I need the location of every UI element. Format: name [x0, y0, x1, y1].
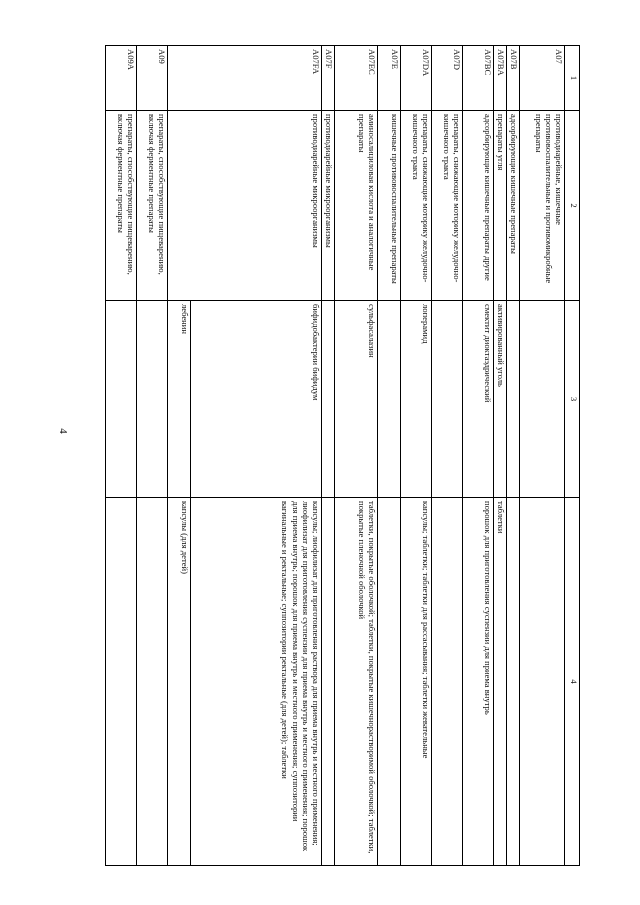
- dosage-forms: порошок для приготовления суспензии для приема внутрь: [463, 498, 494, 866]
- group-name: кишечные противовоспалительные препараты: [378, 111, 401, 301]
- drug-name: [137, 301, 168, 498]
- drug-name-secondary: лебенин: [180, 301, 191, 497]
- dosage-forms: капсулы; лиофилизат для приготовления раствора для приема внутрь и местного применения; лиофилизат для приготовления суспензии для приема внутрь и местного применения; порошок для приема внутрь; порошок для приема внутрь и местного применения; суппозитории вагинальные и ректальные; суппозитории ректальные (для детей); таблетки: [280, 501, 321, 852]
- dosage-forms: [432, 498, 463, 866]
- drug-name: [322, 301, 335, 498]
- atc-code: A07D: [432, 46, 463, 111]
- atc-code: A07BA: [494, 46, 507, 111]
- table-row: [322, 46, 335, 866]
- dosage-forms: [322, 498, 335, 866]
- col-header: 1: [565, 46, 580, 111]
- col-header: 3: [565, 301, 580, 498]
- drug-name: [520, 301, 565, 498]
- atc-code: A07DA: [401, 46, 432, 111]
- forms-cell: [168, 498, 322, 866]
- dosage-forms: [378, 498, 401, 866]
- drug-cell: [168, 301, 322, 498]
- table-row: [168, 46, 322, 866]
- drug-name: сульфасалазин: [335, 301, 378, 498]
- dosage-forms: таблетки, покрытые оболочкой; таблетки, покрытые кишечнорастворимой оболочкой; таблетки, покрытые пленочной оболочкой: [335, 498, 378, 866]
- rotated-page: [85, 45, 580, 865]
- group-name: противодиарейные, кишечные противовоспалительные и противомикробные препараты: [520, 111, 565, 301]
- drug-name: [507, 301, 520, 498]
- drug-name: [378, 301, 401, 498]
- dosage-forms: таблетки: [494, 498, 507, 866]
- col-header: 2: [565, 111, 580, 301]
- group-name: препараты, способствующие пищеварению, включая ферментные препараты: [106, 111, 137, 301]
- atc-code: A07EC: [335, 46, 378, 111]
- group-name: адсорбирующие кишечные препараты: [507, 111, 520, 301]
- dosage-forms: капсулы; таблетки; таблетки для рассасывания; таблетки жевательные: [401, 498, 432, 866]
- atc-code: A07F: [322, 46, 335, 111]
- table-row: [494, 46, 507, 866]
- group-name: противодиарейные микроорганизмы: [322, 111, 335, 301]
- table-row: [378, 46, 401, 866]
- atc-code: A07BC: [463, 46, 494, 111]
- drug-name: [106, 301, 137, 498]
- atc-code: A09A: [106, 46, 137, 111]
- table-row: [335, 46, 378, 866]
- table-row: [507, 46, 520, 866]
- group-name: противодиарейные микроорганизмы: [168, 111, 322, 301]
- group-name: препараты, снижающие моторику желудочно-кишечного тракта: [401, 111, 432, 301]
- col-header: 4: [565, 498, 580, 866]
- dosage-forms: [507, 498, 520, 866]
- group-name: адсорбирующие кишечные препараты другие: [463, 111, 494, 301]
- atc-code: A07FA: [168, 46, 322, 111]
- header-row: [565, 46, 580, 866]
- table-row: [432, 46, 463, 866]
- group-name: аминосалициловая кислота и аналогичные препараты: [335, 111, 378, 301]
- drug-table: [105, 45, 580, 866]
- drug-name: активированный уголь: [494, 301, 507, 498]
- atc-code: A07B: [507, 46, 520, 111]
- drug-name: [432, 301, 463, 498]
- dosage-forms: [137, 498, 168, 866]
- table-row: [106, 46, 137, 866]
- group-name: препараты угля: [494, 111, 507, 301]
- page-number: 4: [57, 428, 69, 434]
- table-row: [520, 46, 565, 866]
- atc-code: A07: [520, 46, 565, 111]
- table-row: [463, 46, 494, 866]
- drug-name: лоперамид: [401, 301, 432, 498]
- drug-name: бифидобактерии бифидум: [311, 304, 321, 401]
- dosage-forms-secondary: капсулы (для детей): [180, 498, 191, 865]
- group-name: препараты, способствующие пищеварению, включая ферментные препараты: [137, 111, 168, 301]
- table-row: [137, 46, 168, 866]
- group-name: препараты, снижающие моторику желудочно-кишечного тракта: [432, 111, 463, 301]
- dosage-forms: [520, 498, 565, 866]
- dosage-forms: [106, 498, 137, 866]
- table-row: [401, 46, 432, 866]
- drug-name: смектит диоктаэдрический: [463, 301, 494, 498]
- atc-code: A09: [137, 46, 168, 111]
- atc-code: A07E: [378, 46, 401, 111]
